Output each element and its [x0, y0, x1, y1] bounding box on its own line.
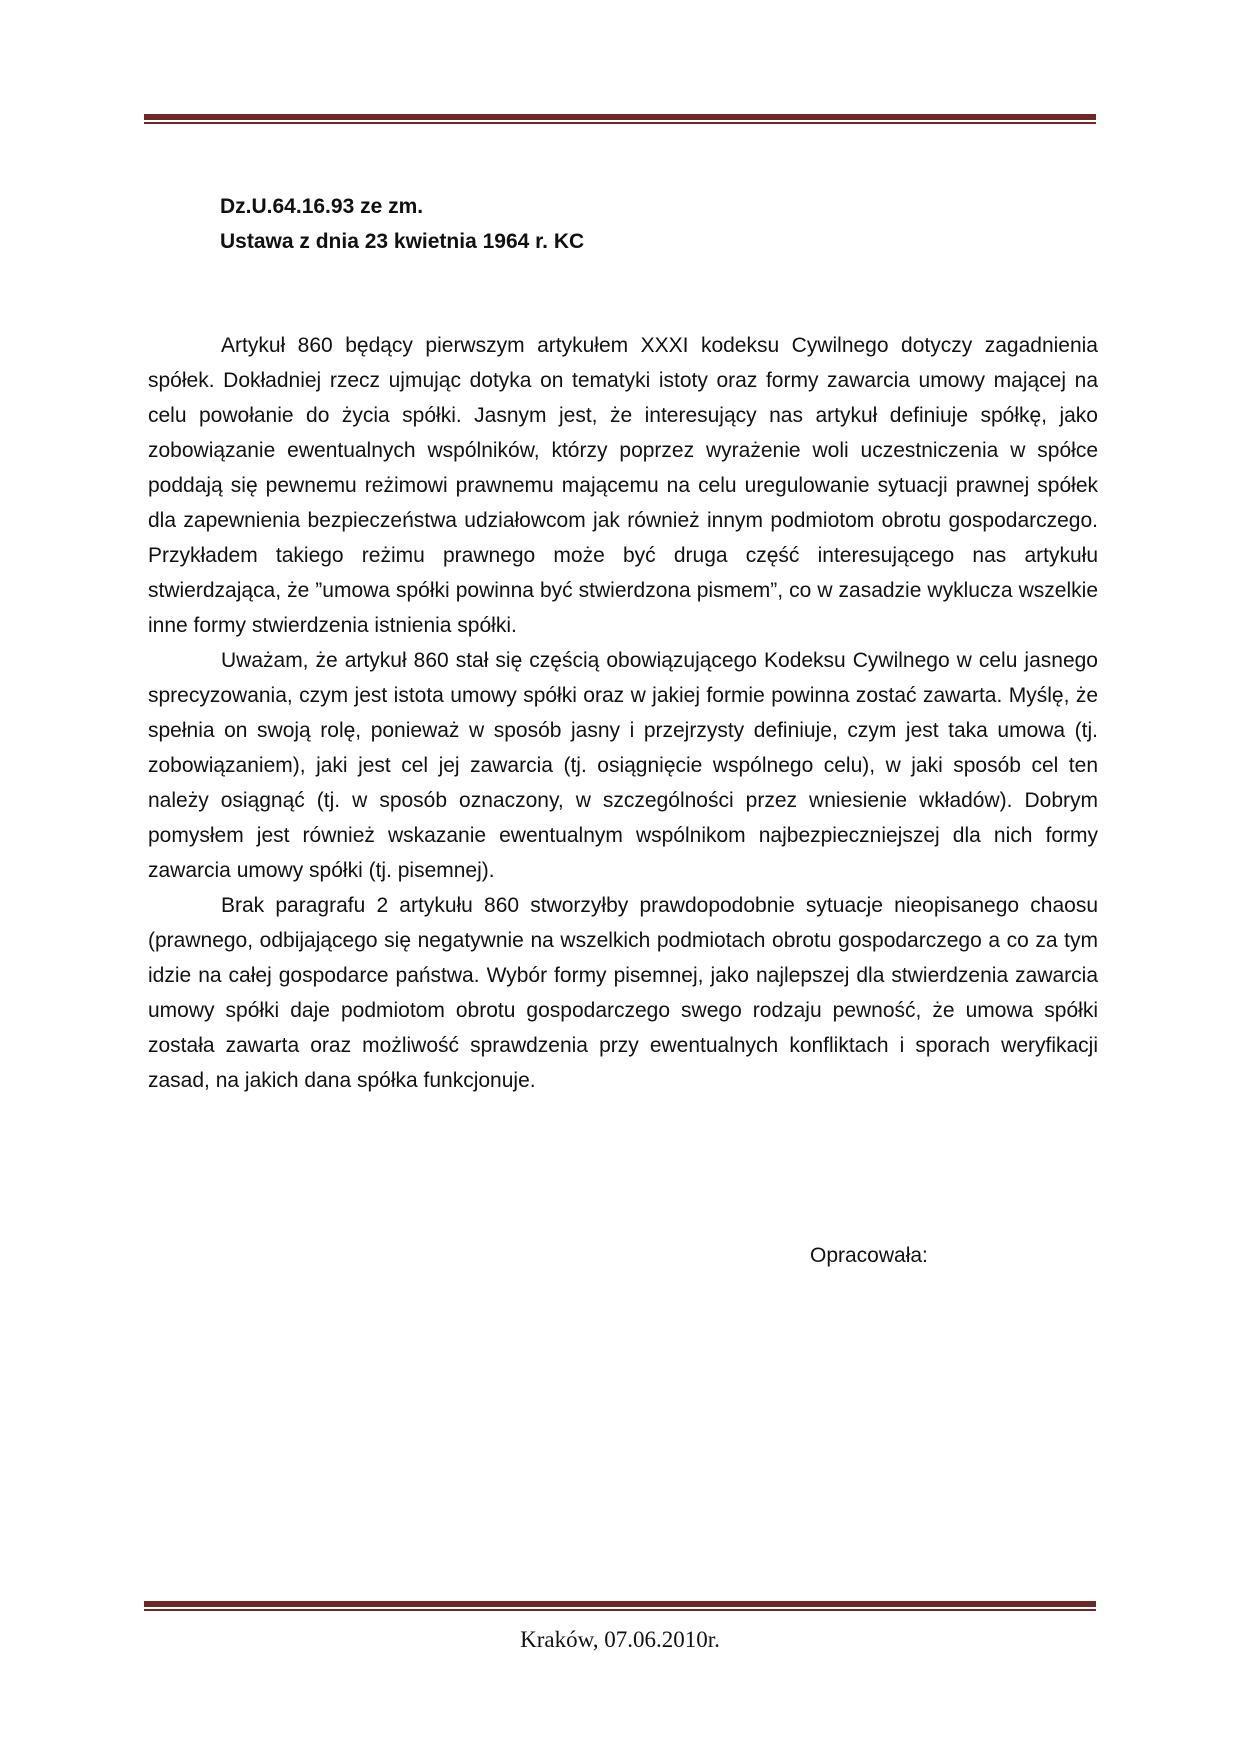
paragraph: Brak paragrafu 2 artykułu 860 stworzyłby prawdopodobnie sytuacje nieopisanego chaosu (prawnego, odbijającego się negatywnie na wszelkich podmiotach obrotu gospodarczego a co za tym idzie na całej gospodarce państwa. Wybór formy pisemnej, jako najlepszej dla stwierdzenia zawarcia umowy spółki daje podmiotom obrotu gospodarczego swego rodzaju pewność, że umowa spółki została zawarta oraz możliwość sprawdzenia przy ewentualnych konfliktach i sporach weryfikacji zasad, na jakich dana spółka funkcjonuje. — [148, 894, 1098, 1092]
document-header — [220, 189, 584, 259]
paragraph: Artykuł 860 będący pierwszym artykułem XXXI kodeksu Cywilnego dotyczy zagadnienia spółek. Dokładniej rzecz ujmując dotyka on tematyki istoty oraz formy zawarcia umowy mającej na celu powołanie do życia spółki. Jasnym jest, że interesujący nas artykuł definiuje spółkę, jako zobowiązanie ewentualnych wspólników, którzy poprzez wyrażenie woli uczestniczenia w spółce poddają się pewnemu reżimowi prawnemu mającemu na celu uregulowanie sytuacji prawnej spółek dla zapewnienia bezpieczeństwa udziałowcom jak również innym podmiotom obrotu gospodarczego. Przykładem takiego reżimu prawnego może być druga część interesującego nas artykułu stwierdzająca, że ”umowa spółki powinna być stwierdzona pismem”, co w zasadzie wyklucza wszelkie inne formy stwierdzenia istnienia spółki. — [148, 334, 1098, 637]
legal-reference: Dz.U.64.16.93 ze zm. — [220, 195, 424, 218]
signature-label: Opracowała: — [810, 1244, 928, 1267]
top-divider — [144, 114, 1096, 124]
paragraph: Uważam, że artykuł 860 stał się częścią obowiązującego Kodeksu Cywilnego w celu jasnego sprecyzowania, czym jest istota umowy spółki oraz w jakiej formie powinna zostać zawarta. Myślę, że spełnia on swoją rolę, ponieważ w sposób jasny i przejrzysty definiuje, czym jest taka umowa (tj. zobowiązaniem), jaki jest cel jej zawarcia (tj. osiągnięcie wspólnego celu), w jaki sposób cel ten należy osiągnąć (tj. w sposób oznaczony, w szczególności przez wniesienie wkładów). Dobrym pomysłem jest również wskazanie ewentualnym wspólnikom najbezpieczniejszej dla nich formy zawarcia umowy spółki (tj. pisemnej). — [148, 649, 1098, 882]
footer-place-date: Kraków, 07.06.2010r. — [520, 1627, 720, 1652]
bottom-divider — [144, 1601, 1096, 1611]
document-body — [148, 328, 1098, 1098]
act-title: Ustawa z dnia 23 kwietnia 1964 r. KC — [220, 230, 585, 253]
